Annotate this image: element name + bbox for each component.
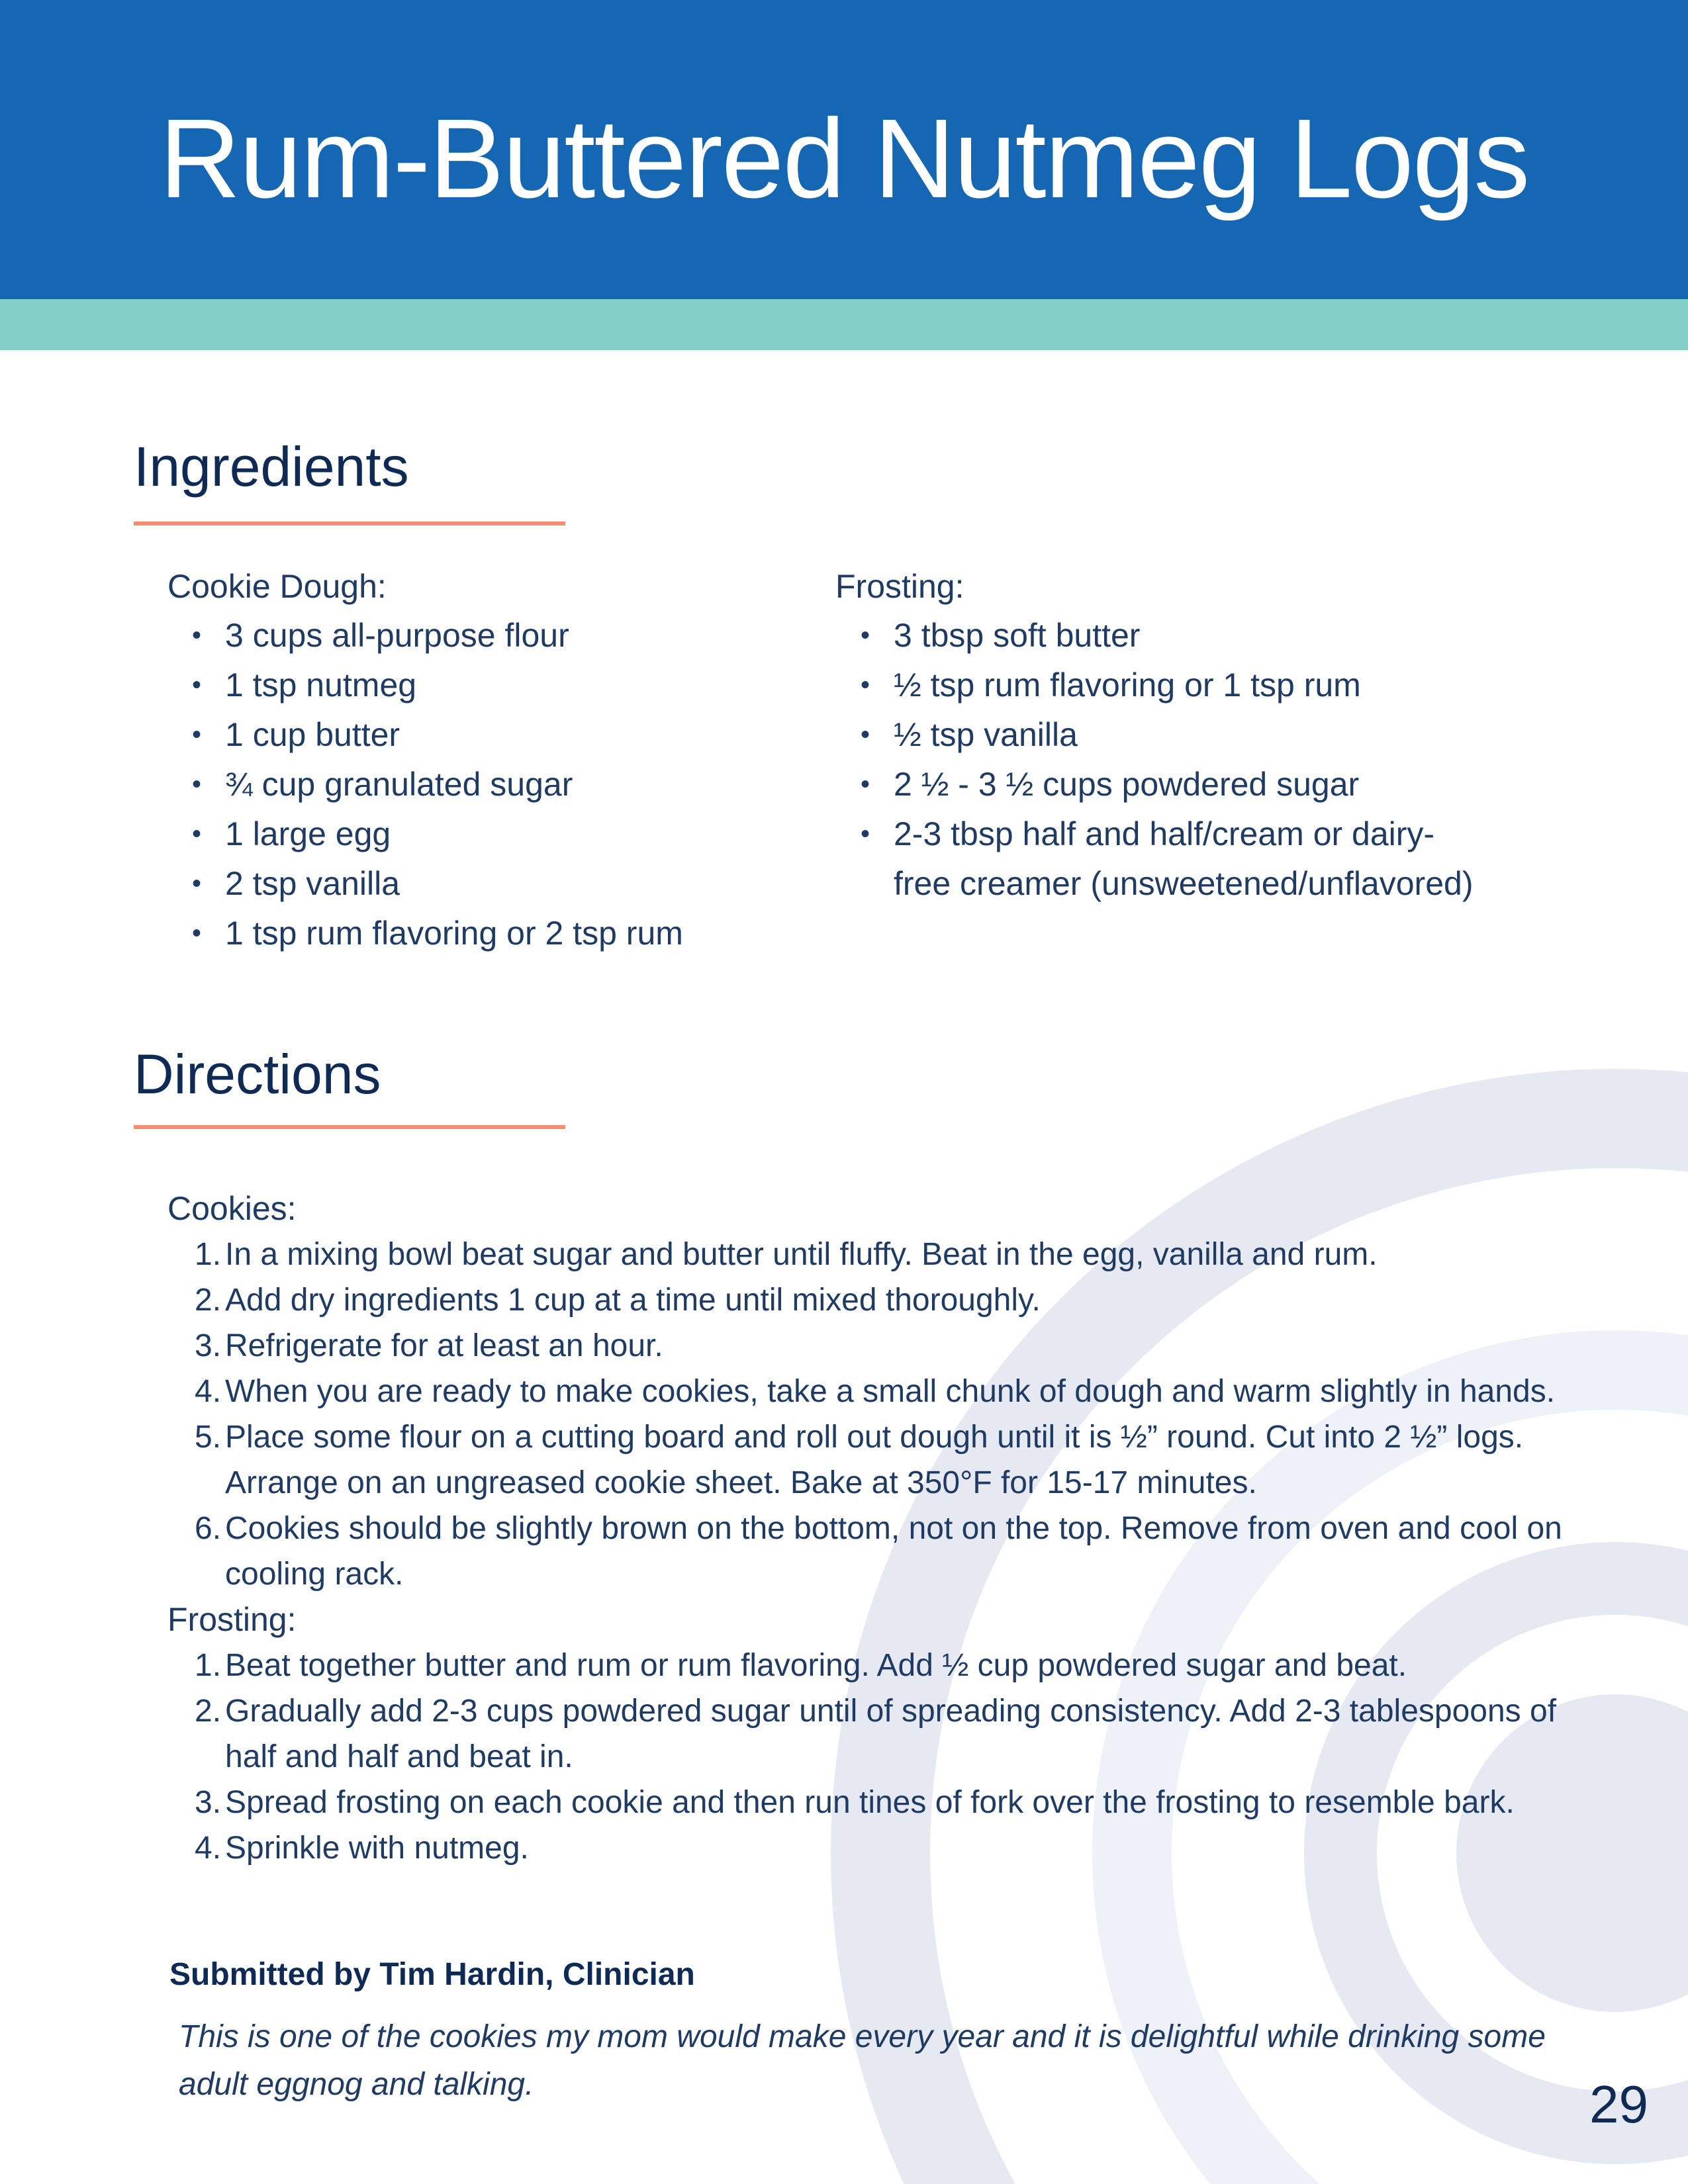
list-item: • 3 cups all-purpose flour xyxy=(192,611,788,660)
list-item: • 2-3 tbsp half and half/cream or dairy-free creamer (unsweetened/unflavored) xyxy=(861,809,1489,909)
step-number: 1. xyxy=(195,1648,222,1683)
step-number: 2. xyxy=(195,1283,222,1318)
step-text: Beat together butter and rum or rum flavoring. Add ½ cup powdered sugar and beat. xyxy=(225,1648,1407,1683)
list-item xyxy=(195,1643,1597,1688)
frosting-steps-list xyxy=(195,1643,1597,1871)
ingredients-heading: Ingredients xyxy=(134,435,409,498)
list-item xyxy=(195,1688,1597,1780)
step-text: When you are ready to make cookies, take a small chunk of dough and warm slightly in hands. xyxy=(225,1374,1556,1409)
title-banner xyxy=(0,0,1688,299)
frosting-directions-label: Frosting: xyxy=(167,1601,297,1638)
step-number: 6. xyxy=(195,1511,222,1546)
list-item: • 2 ½ - 3 ½ cups powdered sugar xyxy=(861,760,1489,809)
page-title: Rum-Buttered Nutmeg Logs xyxy=(159,96,1529,222)
list-item xyxy=(195,1506,1597,1597)
ingredients-underline xyxy=(134,522,565,525)
list-item: • 1 tsp rum flavoring or 2 tsp rum xyxy=(192,909,788,958)
frosting-ingredients-list xyxy=(861,611,1489,909)
list-item: • 2 tsp vanilla xyxy=(192,859,788,909)
list-item: • ¾ cup granulated sugar xyxy=(192,760,788,809)
step-text: Place some flour on a cutting board and roll out dough until it is ½” round. Cut into 2 ½” logs. Arrange on an ungreased cookie sheet. Bake at 350°F for 15-17 minutes. xyxy=(225,1420,1524,1500)
step-text: Sprinkle with nutmeg. xyxy=(225,1831,529,1866)
cookies-steps-list xyxy=(195,1232,1597,1597)
list-item xyxy=(195,1825,1597,1871)
cookie-dough-list xyxy=(192,611,788,958)
submitter-quote: This is one of the cookies my mom would make every year and it is delightful while drinking some adult eggnog and talking. xyxy=(179,2019,1546,2102)
list-item xyxy=(195,1369,1597,1414)
step-number: 5. xyxy=(195,1420,222,1455)
cookie-dough-label: Cookie Dough: xyxy=(167,568,387,605)
list-item: • 1 tsp nutmeg xyxy=(192,660,788,710)
list-item: • 3 tbsp soft butter xyxy=(861,611,1489,660)
step-number: 4. xyxy=(195,1374,222,1409)
step-number: 3. xyxy=(195,1328,222,1363)
cookies-directions-label: Cookies: xyxy=(167,1190,297,1227)
step-text: Refrigerate for at least an hour. xyxy=(225,1328,663,1363)
step-number: 3. xyxy=(195,1785,222,1820)
list-item: • 1 cup butter xyxy=(192,710,788,760)
directions-underline xyxy=(134,1125,565,1129)
step-number: 1. xyxy=(195,1237,222,1272)
list-item xyxy=(195,1277,1597,1323)
list-item: • 1 large egg xyxy=(192,809,788,859)
directions-heading: Directions xyxy=(134,1043,381,1105)
frosting-ingredients-label: Frosting: xyxy=(835,568,964,605)
page-number: 29 xyxy=(1589,2075,1648,2134)
step-number: 2. xyxy=(195,1694,222,1729)
list-item xyxy=(195,1323,1597,1369)
list-item xyxy=(195,1414,1597,1506)
submitted-by: Submitted by Tim Hardin, Clinician xyxy=(169,1957,695,1992)
accent-band xyxy=(0,299,1688,350)
step-text: Cookies should be slightly brown on the bottom, not on the top. Remove from oven and cool on cooling rack. xyxy=(225,1511,1562,1592)
step-number: 4. xyxy=(195,1831,222,1866)
list-item xyxy=(195,1780,1597,1825)
list-item xyxy=(195,1232,1597,1277)
step-text: Spread frosting on each cookie and then run tines of fork over the frosting to resemble bark. xyxy=(225,1785,1515,1820)
step-text: Gradually add 2-3 cups powdered sugar until of spreading consistency. Add 2-3 tablespoons of half and half and beat in. xyxy=(225,1694,1557,1774)
step-text: In a mixing bowl beat sugar and butter until fluffy. Beat in the egg, vanilla and rum. xyxy=(225,1237,1378,1272)
list-item: • ½ tsp rum flavoring or 1 tsp rum xyxy=(861,660,1489,710)
step-text: Add dry ingredients 1 cup at a time until mixed thoroughly. xyxy=(225,1283,1041,1318)
list-item: • ½ tsp vanilla xyxy=(861,710,1489,760)
